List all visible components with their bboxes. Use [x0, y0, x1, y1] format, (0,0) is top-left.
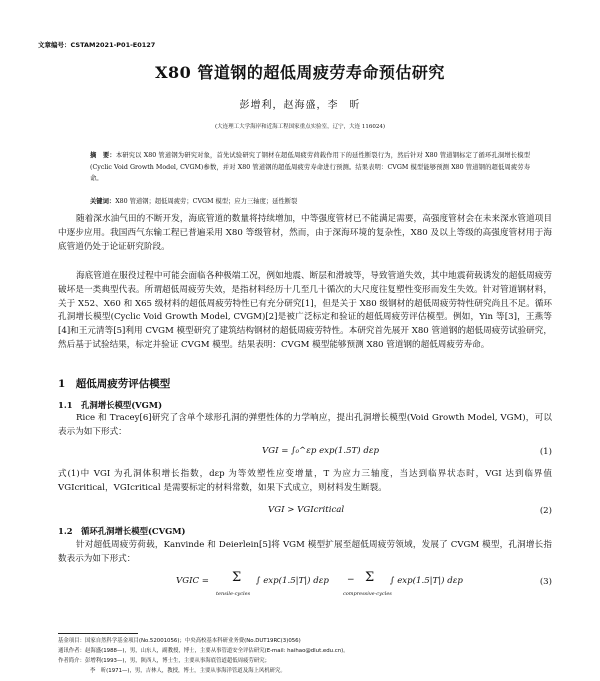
equation-3-sum-compressive: Σ	[365, 570, 375, 585]
equation-3-number: (3)	[539, 577, 552, 587]
footnote-third-author: 李 昕(1971—)，男，吉林人，教授，博士，主要从事海洋管道及海上风机研究。	[90, 668, 286, 674]
section-heading-1-1: 1.1 孔洞增长模型(VGM)	[58, 400, 163, 410]
equation-1-explanation: 式(1)中 VGI 为孔洞体积增长指数，dεp 为等效塑性应变增量，T 为应力三轴度，当达到临界状态时，VGI 达到临界值 VGIcritical，VGIcritical 是需要标定的材料常数，如果下式成立，则材料发生断裂。	[58, 469, 552, 493]
equation-2-number: (2)	[539, 506, 552, 516]
section-heading-1-2: 1.2 循环孔洞增长模型(CVGM)	[58, 526, 186, 536]
footnote-first-author: 作者简介：彭增利(1993—)，男，陕西人，博士生，主要从事海底管道超低周疲劳研究；	[58, 658, 270, 664]
equation-3-lhs: VGIC =	[176, 576, 209, 586]
equation-3-integral-tensile: ∫ exp(1.5|T|) dεp	[256, 576, 329, 586]
affiliation: (大连理工大学海岸和近海工程国家重点实验室，辽宁，大连 116024)	[214, 124, 386, 130]
paper-title: X80 管道钢的超低周疲劳寿命预估研究	[155, 63, 445, 82]
keywords	[90, 196, 530, 205]
footnote-funding: 基金项目：国家自然科学基金项目(No.52001056)；中央高校基本科研业务费(No.DUT19RC(3)056)	[58, 638, 301, 644]
equation-3-subscript-compressive: compressive-cycles	[343, 591, 392, 597]
document-number: 文章编号：CSTAM2021-P01-E0127	[38, 41, 156, 49]
intro-paragraph-2: 海底管道在服役过程中可能会面临各种极端工况，例如地震、断层和滑坡等，导致管道失效，其中地震荷载诱发的超低周疲劳破坏是一类典型代表。所谓超低周疲劳失效，是指材料经历十几至几十循次的大尺度往复塑性变形而发生失效。针对管道钢材料，关于 X52、X60 和 X65 级材料的超低周疲劳特性已有充分研究[1]，但是关于 X80 级钢材的超低周疲劳特性研究尚且不足。循环孔洞增长模型(Cyclic Void Growth Model, CVGM)[2]是被广泛标定和验证的超低周疲劳评估模型。例如，Yin 等[3]，王燕等[4]和王元清等[5]利用 CVGM 模型研究了建筑结构钢材的超低周疲劳特性。本研究首先展开 X80 管道钢的超低周疲劳试验研究，然后基于试验结果，标定并验证 CVGM 模型。结果表明：CVGM 模型能够预测 X80 管道钢的超低周疲劳寿命。	[58, 271, 552, 350]
authors: 彭增利，赵海盛，李 昕	[239, 100, 361, 111]
section-heading-1: 1 超低周疲劳评估模型	[58, 378, 171, 390]
abstract	[90, 150, 530, 185]
abstract-label: 摘 要：	[90, 152, 116, 159]
abstract-text: 本研究以 X80 管道钢为研究对象，首先试验研究了钢材在超低周疲劳荷载作用下的延性断裂行为，然后针对 X80 管道钢标定了循环孔洞增长模型(Cyclic Void Growth Model, CVGM)参数，并对 X80 管道钢的超低周疲劳寿命进行预测。结果表明：CVGM 模型能够预测 X80 管道钢的超低周疲劳寿命。	[90, 152, 530, 182]
equation-3-minus: −	[347, 575, 355, 585]
equation-3-integral-compressive: ∫ exp(1.5|T|) dεp	[390, 576, 463, 586]
equation-1: VGI = ∫₀^εp exp(1.5T) dεp	[262, 446, 379, 456]
intro-paragraph-1: 随着深水油气田的不断开发，海底管道的数量将持续增加，中等强度管材已不能满足需要，高强度管材会在未来深水管道项目中逐步应用。我国西气东输工程已普遍采用 X80 等级管材，然而，由于深海环境的复杂性，X80 及以上等级的高强度管材用于海底管道仍处于论证研究阶段。	[58, 214, 552, 252]
equation-2: VGI > VGIcritical	[268, 505, 345, 515]
footnote-corresponding-author: 通讯作者：赵海盛(1988—)，男，山东人，副教授，博士，主要从事管道安全评估研究(E-mail: haihao@dlut.edu.cn)。	[58, 648, 349, 654]
equation-3-sum-tensile: Σ	[232, 570, 242, 585]
equation-3-subscript-tensile: tensile-cycles	[216, 591, 251, 597]
keywords-label: 关键词：	[90, 198, 116, 205]
vgm-paragraph: Rice 和 Tracey[6]研究了含单个球形孔洞的弹塑性体的力学响应，提出孔洞增长模型(Void Growth Model, VGM)，可以表示为如下形式：	[58, 413, 552, 437]
keywords-text: X80 管道钢；超低周疲劳；CVGM 模型；应力三轴度；延性断裂	[115, 198, 298, 205]
footnote-rule	[58, 633, 138, 634]
cvgm-paragraph: 针对超低周疲劳荷载，Kanvinde 和 Deierlein[5]将 VGM 模型扩展至超低周疲劳领域，发展了 CVGM 模型，孔洞增长指数表示为如下形式：	[58, 540, 552, 564]
equation-1-number: (1)	[539, 447, 552, 457]
